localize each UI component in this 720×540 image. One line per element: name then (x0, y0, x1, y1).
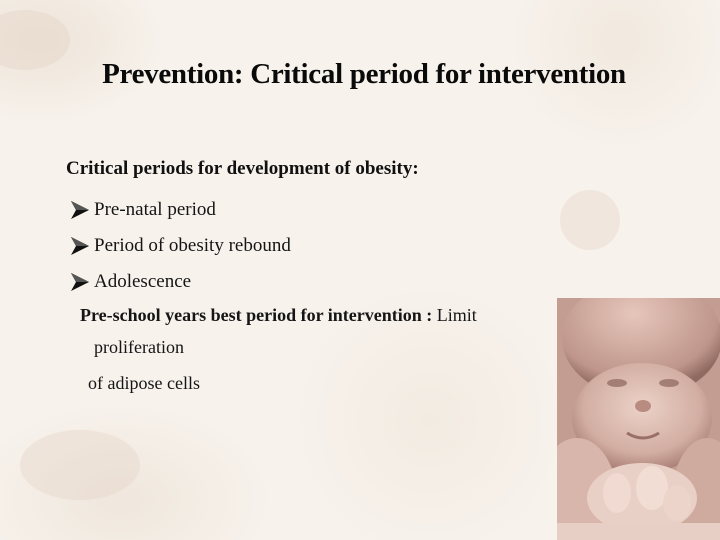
paragraph-regular-text: Limit (432, 305, 477, 325)
list-item (70, 264, 291, 300)
paragraph-line-1 (80, 305, 477, 326)
slide-title: Prevention: Critical period for intervention (102, 58, 626, 90)
bullet-label: Adolescence (94, 271, 192, 292)
baby-photo (557, 298, 720, 540)
bullet-label: Period of obesity rebound (94, 235, 291, 256)
arrow-bullet-icon (70, 235, 90, 257)
section-heading: Critical periods for development of obesity: (66, 158, 419, 179)
list-item (70, 192, 291, 228)
background-decoration (20, 430, 140, 500)
baby-illustration (557, 298, 720, 540)
arrow-bullet-icon (70, 199, 90, 221)
arrow-bullet-icon (70, 271, 90, 293)
paragraph-line-3: of adipose cells (88, 373, 200, 393)
bullet-list (70, 192, 291, 300)
bullet-label: Pre-natal period (94, 199, 216, 220)
paragraph-line-2: proliferation (94, 337, 184, 357)
list-item (70, 228, 291, 264)
background-decoration (560, 190, 620, 250)
paragraph-bold-text: Pre-school years best period for intervention : (80, 305, 433, 325)
